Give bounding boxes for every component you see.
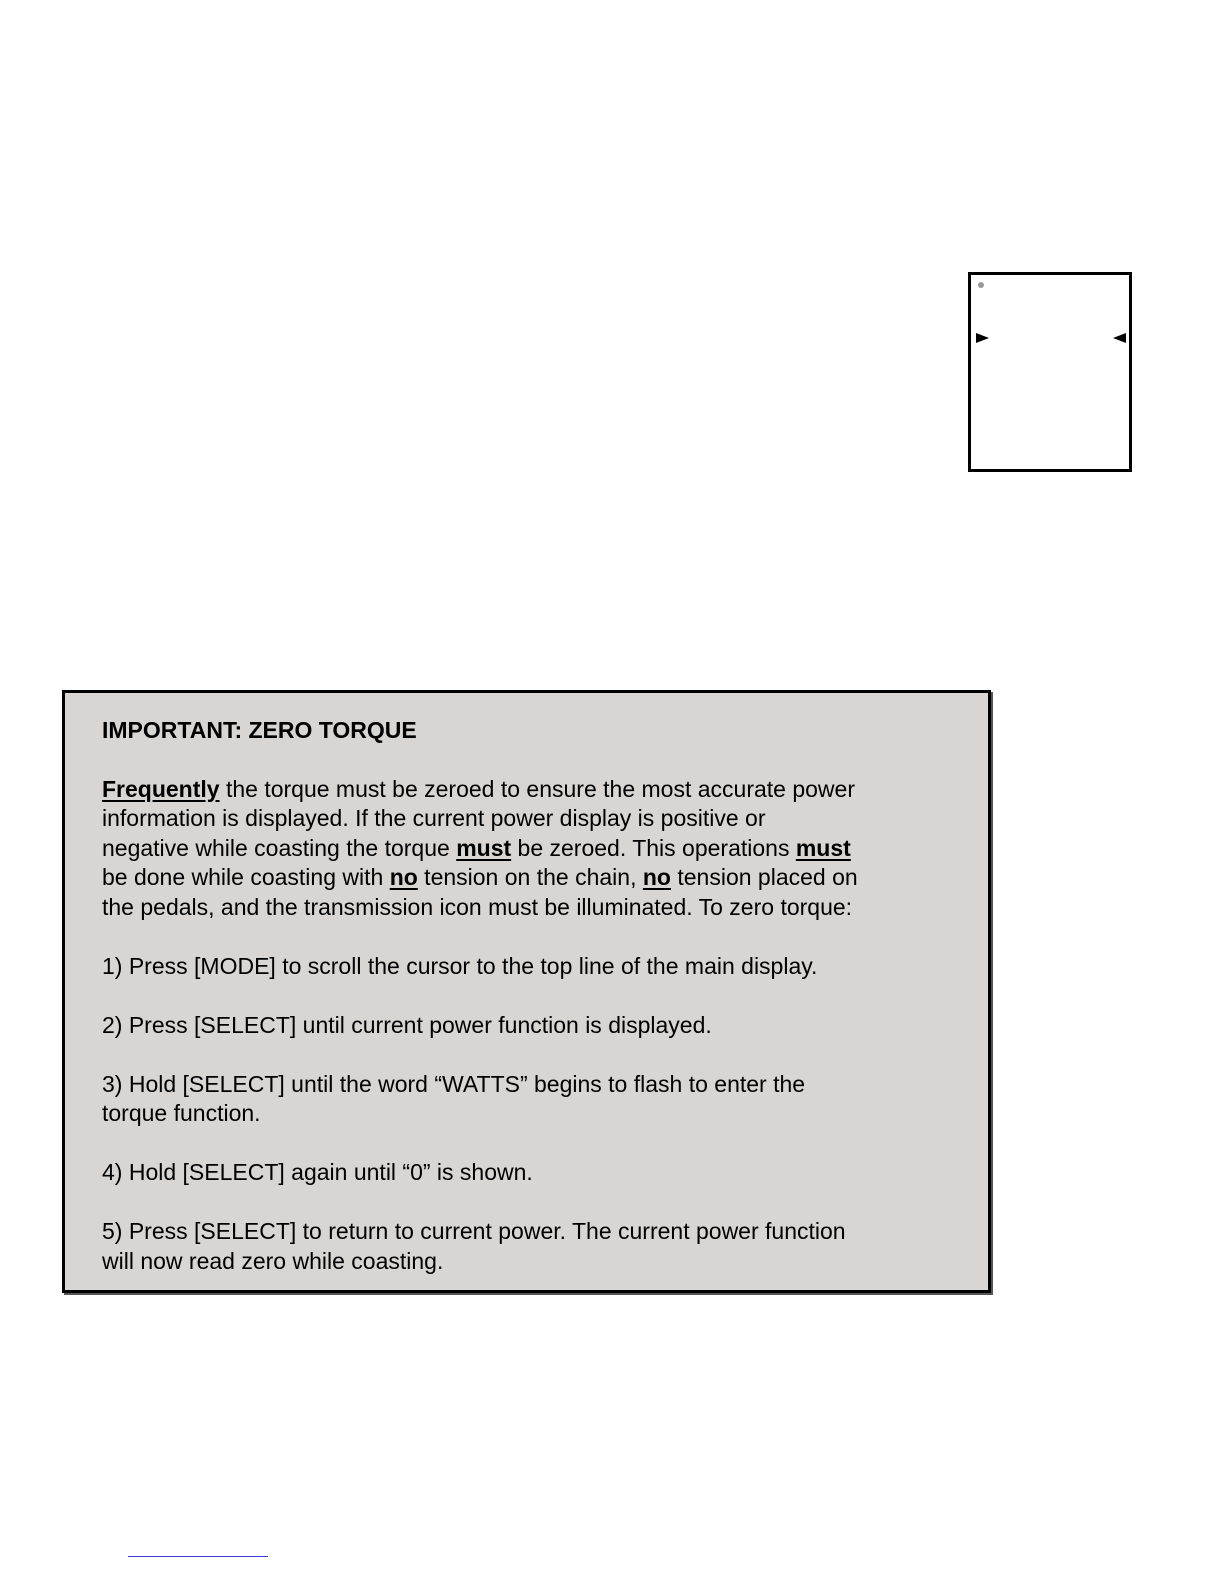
step-1: 1) Press [MODE] to scroll the cursor to the top line of the main display.: [102, 952, 818, 979]
cursor-arrow-left-icon: [1113, 333, 1126, 343]
emphasis-no: no: [642, 864, 671, 890]
emphasis-frequently: Frequently: [102, 775, 220, 802]
emphasis-no: no: [389, 864, 418, 890]
emphasis-must: must: [456, 834, 512, 861]
intro-text-2: be zeroed. This operations: [511, 834, 796, 861]
step-4: 4) Hold [SELECT] again until “0” is shown.: [102, 1159, 533, 1185]
step-5: 5) Press [SELECT] to return to current power. The current power function will now read zero while coasting.: [102, 1218, 846, 1274]
indicator-dot-icon: [978, 282, 984, 288]
intro-text-4: tension on the chain,: [417, 864, 643, 890]
step-2: 2) Press [SELECT] until current power function is displayed.: [102, 1011, 712, 1038]
display-diagram-frame: [968, 272, 1132, 472]
zero-torque-notice: [62, 690, 991, 1293]
intro-text-5: tension placed on the pedals, and the transmission icon must be illuminated. To zero torque:: [102, 864, 858, 920]
notice-intro: [102, 745, 988, 922]
step-3: 3) Hold [SELECT] until the word “WATTS” begins to flash to enter the torque function.: [102, 1070, 806, 1126]
intro-text-1: the torque must be zeroed to ensure the most accurate power information is displayed. If the current power display is positive or negative while coasting the torque: [102, 775, 855, 861]
footer-link-line: [128, 1556, 268, 1557]
intro-text-3: be done while coasting with: [102, 864, 384, 890]
notice-title: IMPORTANT: ZERO TORQUE: [102, 717, 417, 743]
cursor-arrow-right-icon: [976, 333, 989, 343]
emphasis-must: must: [795, 834, 851, 861]
